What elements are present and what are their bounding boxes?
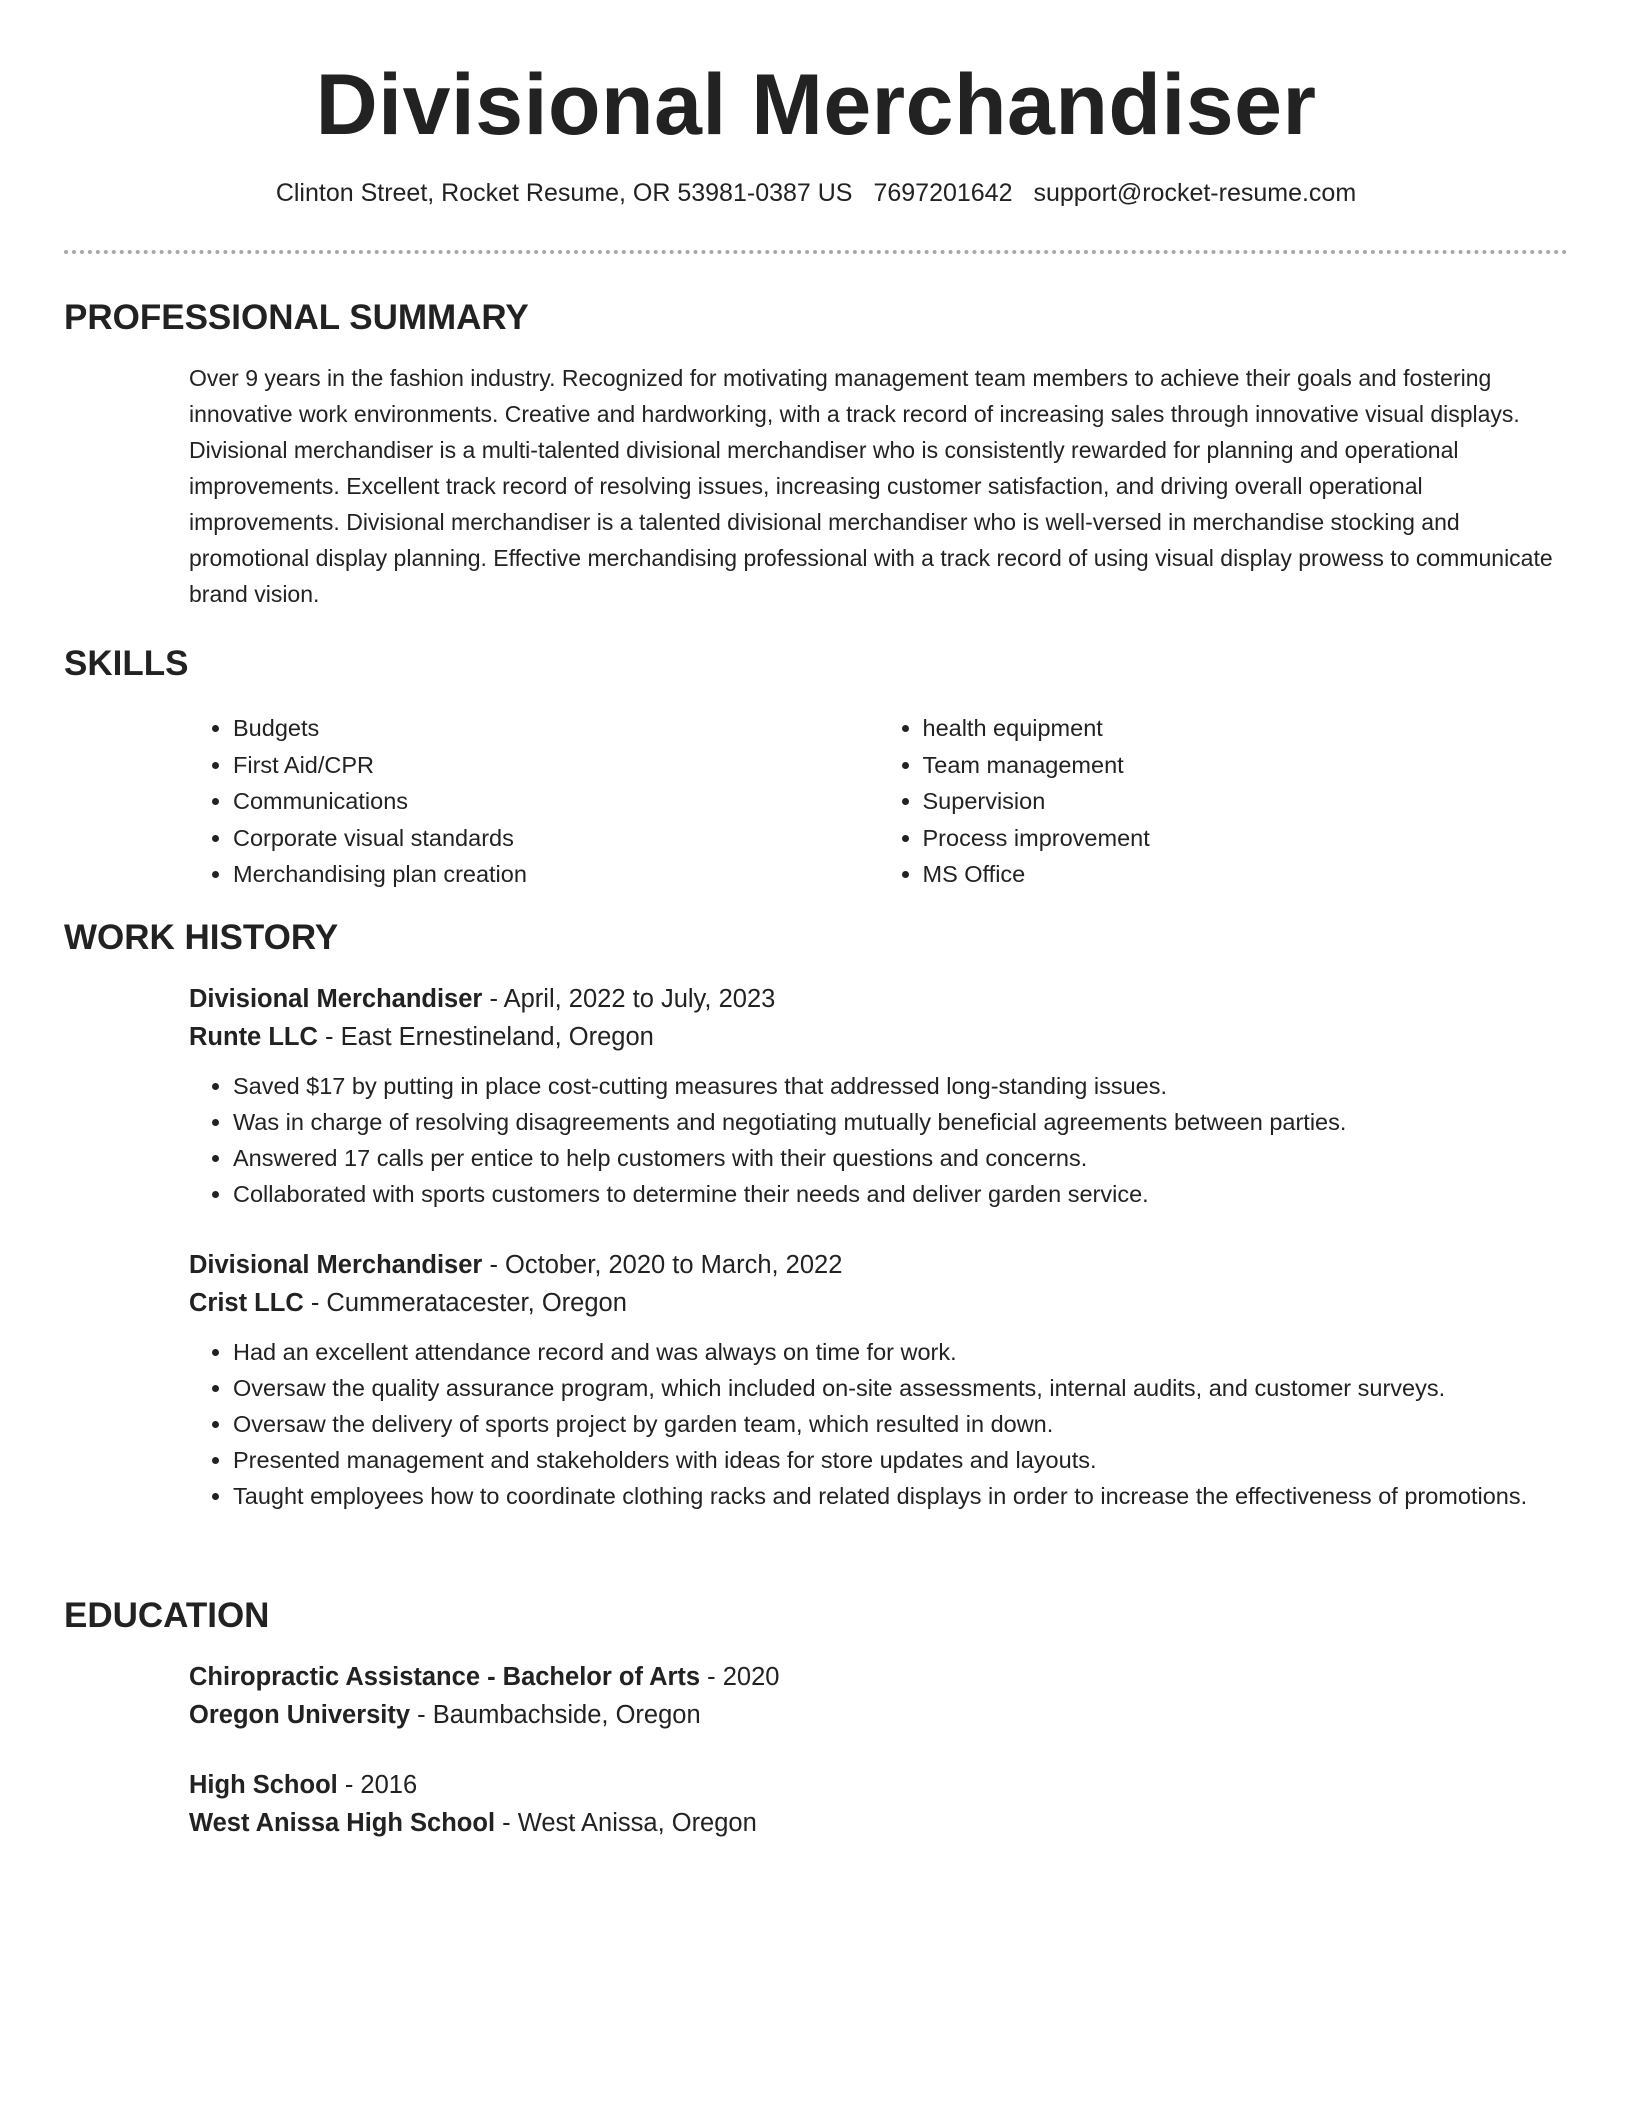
- skills-column-right: [879, 710, 1569, 893]
- job-role: Divisional Merchandiser: [189, 985, 483, 1013]
- job-bullet: • Oversaw the quality assurance program, which included on-site assessments, internal audits, and customer surveys.: [233, 1370, 1568, 1406]
- job-title-line: [189, 1246, 1568, 1284]
- skill-item: • Budgets: [233, 710, 879, 747]
- skills-column-left: [189, 710, 879, 893]
- job-company: Runte LLC: [189, 1023, 318, 1051]
- job-bullet: • Presented management and stakeholders with ideas for store updates and layouts.: [233, 1442, 1568, 1478]
- education-degree-line: [189, 1766, 1568, 1804]
- skill-item: • Merchandising plan creation: [233, 856, 879, 893]
- skill-item: • health equipment: [923, 710, 1569, 747]
- education-section: [64, 1594, 1568, 1842]
- job-bullets: [189, 1334, 1568, 1514]
- job-title-line: [189, 980, 1568, 1018]
- skill-item: • Team management: [923, 747, 1569, 784]
- job-bullet: • Had an excellent attendance record and was always on time for work.: [233, 1334, 1568, 1370]
- education-year: - 2016: [337, 1771, 418, 1799]
- education-entry: [189, 1766, 1568, 1842]
- skills-section: [64, 642, 1568, 893]
- skill-item: • MS Office: [923, 856, 1569, 893]
- contact-email: support@rocket-resume.com: [1033, 179, 1357, 207]
- skill-item: • First Aid/CPR: [233, 747, 879, 784]
- job-bullet: • Collaborated with sports customers to determine their needs and deliver garden service.: [233, 1176, 1568, 1212]
- education-year: - 2020: [700, 1663, 780, 1691]
- education-degree-line: [189, 1658, 1568, 1696]
- education-school-line: [189, 1804, 1568, 1842]
- job-location: - Cummeratacester, Oregon: [303, 1289, 627, 1317]
- job-bullets: [189, 1068, 1568, 1212]
- job-bullet: • Answered 17 calls per entice to help customers with their questions and concerns.: [233, 1140, 1568, 1176]
- job-bullet: • Saved $17 by putting in place cost-cutting measures that addressed long-standing issues.: [233, 1068, 1568, 1104]
- skill-item: • Supervision: [923, 783, 1569, 820]
- job-company-line: [189, 1284, 1568, 1322]
- skills-heading: SKILLS: [64, 644, 189, 683]
- education-heading: EDUCATION: [64, 1596, 270, 1635]
- summary-section: [64, 296, 1568, 612]
- education-degree: Chiropractic Assistance - Bachelor of Arts: [189, 1663, 701, 1691]
- job-bullet: • Oversaw the delivery of sports project by garden team, which resulted in down.: [233, 1406, 1568, 1442]
- job-bullet: • Was in charge of resolving disagreements and negotiating mutually beneficial agreements between parties.: [233, 1104, 1568, 1140]
- job-dates: - April, 2022 to July, 2023: [482, 985, 776, 1013]
- contact-line: [64, 176, 1568, 210]
- job-company-line: [189, 1018, 1568, 1056]
- education-location: - West Anissa, Oregon: [495, 1809, 757, 1837]
- education-school: Oregon University: [189, 1701, 411, 1729]
- job-company: Crist LLC: [189, 1289, 304, 1317]
- education-school-line: [189, 1696, 1568, 1734]
- summary-heading: PROFESSIONAL SUMMARY: [64, 298, 529, 337]
- work-heading: WORK HISTORY: [64, 918, 339, 957]
- work-section: [64, 916, 1568, 1514]
- summary-text: Over 9 years in the fashion industry. Recognized for motivating management team members to achieve their goals and fostering innovative work environments. Creative and hardworking, with a track record of increasing sales through innovative visual displays. Divisional merchandiser is a multi-talented divisional merchandiser who is consistently rewarded for planning and operational improvements. Excellent track record of resolving issues, increasing customer satisfaction, and driving overall operational improvements. Divisional merchandiser is a talented divisional merchandiser who is well-versed in merchandise stocking and promotional display planning. Effective merchandising professional with a track record of using visual display prowess to communicate brand vision.: [189, 365, 1553, 607]
- skill-item: • Communications: [233, 783, 879, 820]
- education-school: West Anissa High School: [189, 1809, 496, 1837]
- education-location: - Baumbachside, Oregon: [410, 1701, 701, 1729]
- job-bullet: • Taught employees how to coordinate clothing racks and related displays in order to increase the effectiveness of promotions.: [233, 1478, 1568, 1514]
- skill-item: • Process improvement: [923, 820, 1569, 857]
- education-degree: High School: [189, 1771, 338, 1799]
- education-entry: [189, 1658, 1568, 1734]
- contact-phone: 7697201642: [873, 179, 1013, 207]
- resume-name: Divisional Merchandiser: [315, 57, 1317, 153]
- job-role: Divisional Merchandiser: [189, 1251, 483, 1279]
- contact-address: Clinton Street, Rocket Resume, OR 53981-0387 US: [275, 179, 853, 207]
- skill-item: • Corporate visual standards: [233, 820, 879, 857]
- job-entry: [189, 1246, 1568, 1514]
- job-location: - East Ernestineland, Oregon: [317, 1023, 654, 1051]
- resume-page: [64, 0, 1568, 1837]
- job-dates: - October, 2020 to March, 2022: [482, 1251, 843, 1279]
- job-entry: [189, 980, 1568, 1212]
- skills-list: [189, 710, 1568, 893]
- header-divider: [64, 250, 1568, 254]
